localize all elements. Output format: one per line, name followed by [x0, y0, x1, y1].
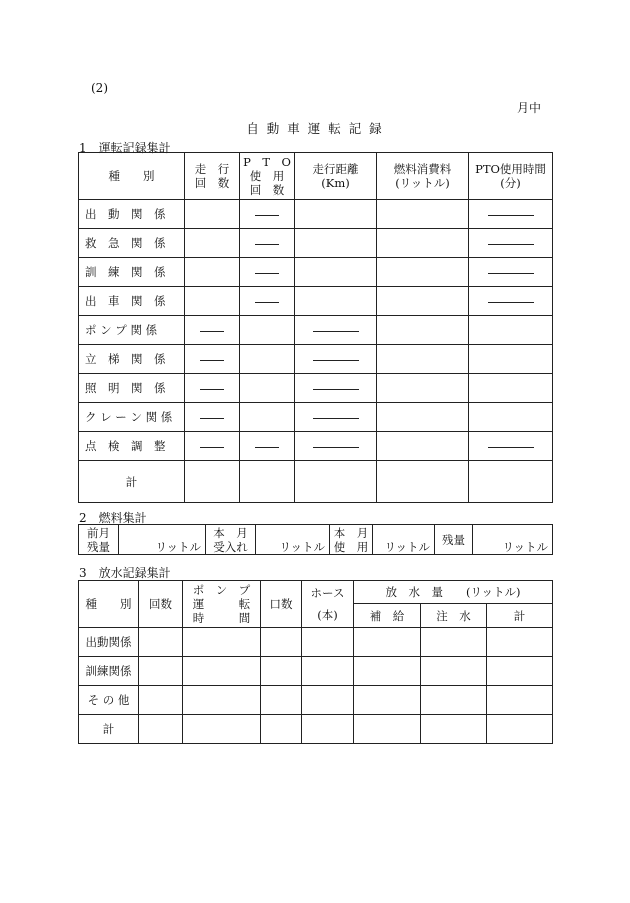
pto-count-cell[interactable] — [240, 403, 295, 432]
dash-mark — [255, 215, 279, 216]
pto-time-cell — [469, 287, 553, 316]
dash-mark — [313, 447, 359, 448]
runs-cell[interactable] — [185, 200, 240, 229]
total-label: 計 — [79, 461, 185, 503]
dash-mark — [313, 360, 359, 361]
used-l2: 使 用 — [333, 539, 369, 554]
month-suffix: 月中 — [517, 101, 542, 115]
distance-cell[interactable] — [295, 258, 377, 287]
dash-mark — [488, 273, 534, 274]
row-label: 出 動 関 係 — [79, 200, 185, 229]
header-runs — [185, 153, 240, 200]
received-l1: 本 月 — [213, 525, 248, 540]
runs-cell — [185, 316, 240, 345]
row-label: 点 検 調 整 — [79, 432, 185, 461]
row-label: 訓練関係 — [79, 657, 139, 686]
table-row — [79, 258, 553, 287]
data-cell[interactable] — [139, 657, 183, 686]
page-title: 自 動 車 運 転 記 録 — [246, 121, 384, 136]
header-pto-time — [469, 153, 553, 200]
used-l1: 本 月 — [333, 525, 369, 540]
row-label: そ の 他 — [79, 686, 139, 715]
remaining-value[interactable] — [473, 525, 553, 555]
fuel-cell[interactable] — [377, 200, 469, 229]
pto-count-cell[interactable] — [240, 374, 295, 403]
header-inject: 注 水 — [421, 604, 487, 628]
table-row — [79, 287, 553, 316]
row-label: ポ ン プ 関 係 — [79, 316, 185, 345]
header-pto-time-l1: PTO使用時間 — [475, 162, 546, 176]
unit-label: リットル — [279, 540, 325, 554]
table-row — [79, 686, 553, 715]
table-row — [79, 229, 553, 258]
row-label: 照 明 関 係 — [79, 374, 185, 403]
header-type: 種 別 — [79, 153, 185, 200]
header-fuel-l2: (リットル) — [395, 176, 450, 190]
runs-cell — [185, 345, 240, 374]
total-row — [79, 461, 553, 503]
row-label: 計 — [79, 715, 139, 744]
header-pump-l2: 運 転 — [192, 597, 251, 611]
header-count: 回数 — [139, 581, 183, 628]
data-cell[interactable] — [302, 686, 354, 715]
pto-time-cell[interactable] — [469, 403, 553, 432]
data-cell[interactable] — [487, 715, 553, 744]
pto-count-cell — [240, 432, 295, 461]
table-row — [79, 374, 553, 403]
pto-time-cell — [469, 258, 553, 287]
dash-mark — [255, 273, 279, 274]
header-fuel — [377, 153, 469, 200]
row-label: 救 急 関 係 — [79, 229, 185, 258]
dash-mark — [200, 331, 224, 332]
runs-cell — [185, 432, 240, 461]
pto-time-total-cell[interactable] — [469, 461, 553, 503]
header-pto-l2: 使 用 — [249, 169, 285, 183]
section1-heading: 1 運転記録集計 — [79, 141, 171, 155]
header-runs-l2: 回 数 — [194, 176, 230, 190]
dash-mark — [313, 389, 359, 390]
header-supply: 補 給 — [354, 604, 421, 628]
data-cell[interactable] — [183, 715, 261, 744]
header-pump-time — [183, 581, 261, 628]
fuel-cell[interactable] — [377, 258, 469, 287]
data-cell[interactable] — [487, 657, 553, 686]
runs-cell[interactable] — [185, 287, 240, 316]
driving-record-table — [78, 152, 553, 503]
runs-cell[interactable] — [185, 258, 240, 287]
data-cell[interactable] — [302, 628, 354, 657]
pto-count-cell[interactable] — [240, 316, 295, 345]
runs-total-cell[interactable] — [185, 461, 240, 503]
pto-time-cell — [469, 200, 553, 229]
received-label — [206, 525, 256, 555]
header-hose-l2: (本) — [317, 608, 338, 622]
header-pto-l3: 回 数 — [249, 183, 285, 197]
data-cell[interactable] — [354, 715, 421, 744]
pto-time-cell[interactable] — [469, 345, 553, 374]
unit-label: リットル — [384, 540, 430, 554]
fuel-cell[interactable] — [377, 229, 469, 258]
prev-month-label — [79, 525, 119, 555]
header-mouths: 口数 — [261, 581, 302, 628]
dash-mark — [488, 447, 534, 448]
fuel-cell[interactable] — [377, 287, 469, 316]
header-hose-l1: ホース — [310, 586, 345, 600]
pto-count-cell — [240, 200, 295, 229]
fuel-cell[interactable] — [377, 432, 469, 461]
dash-mark — [255, 244, 279, 245]
table-row — [79, 628, 553, 657]
data-cell[interactable] — [139, 715, 183, 744]
distance-cell[interactable] — [295, 287, 377, 316]
data-cell[interactable] — [354, 657, 421, 686]
table-row — [79, 432, 553, 461]
header-pto-l1: P T O — [243, 155, 291, 169]
pto-count-cell — [240, 229, 295, 258]
row-label: 出動関係 — [79, 628, 139, 657]
pto-count-total-cell[interactable] — [240, 461, 295, 503]
table-row — [79, 403, 553, 432]
data-cell[interactable] — [302, 657, 354, 686]
distance-cell[interactable] — [295, 229, 377, 258]
received-l2: 受入れ — [213, 539, 248, 554]
distance-cell — [295, 345, 377, 374]
data-cell[interactable] — [421, 628, 487, 657]
data-cell[interactable] — [183, 628, 261, 657]
data-cell[interactable] — [487, 686, 553, 715]
distance-cell — [295, 403, 377, 432]
pto-time-cell[interactable] — [469, 316, 553, 345]
header-pump-l3: 時 間 — [192, 611, 251, 625]
dash-mark — [313, 418, 359, 419]
data-cell[interactable] — [421, 686, 487, 715]
distance-cell — [295, 432, 377, 461]
table-row — [79, 316, 553, 345]
table-row — [79, 715, 553, 744]
runs-cell — [185, 374, 240, 403]
dash-mark — [200, 447, 224, 448]
distance-cell — [295, 316, 377, 345]
row-label: 訓 練 関 係 — [79, 258, 185, 287]
data-cell[interactable] — [354, 628, 421, 657]
dash-mark — [255, 302, 279, 303]
distance-cell — [295, 374, 377, 403]
fuel-cell[interactable] — [377, 374, 469, 403]
dash-mark — [200, 360, 224, 361]
dash-mark — [200, 389, 224, 390]
data-cell[interactable] — [139, 686, 183, 715]
data-cell[interactable] — [354, 686, 421, 715]
dash-mark — [488, 244, 534, 245]
dash-mark — [488, 302, 534, 303]
header-total: 計 — [487, 604, 553, 628]
table-row — [79, 200, 553, 229]
fuel-summary-table — [78, 524, 553, 555]
fuel-total-cell[interactable] — [377, 461, 469, 503]
pto-time-cell — [469, 229, 553, 258]
unit-label: リットル — [155, 540, 201, 554]
header-pump-l1: ポ ン プ — [192, 583, 251, 597]
data-cell[interactable] — [261, 686, 302, 715]
remaining-label: 残量 — [435, 525, 473, 555]
runs-cell — [185, 403, 240, 432]
fuel-cell[interactable] — [377, 345, 469, 374]
prev-month-value[interactable] — [119, 525, 206, 555]
data-cell[interactable] — [302, 715, 354, 744]
header-distance-l2: (Km) — [321, 176, 350, 190]
header-distance-l1: 走行距離 — [312, 162, 359, 176]
header-type: 種 別 — [79, 581, 139, 628]
data-cell[interactable] — [139, 628, 183, 657]
data-cell[interactable] — [487, 628, 553, 657]
data-cell[interactable] — [261, 715, 302, 744]
pto-time-cell — [469, 432, 553, 461]
distance-total-cell[interactable] — [295, 461, 377, 503]
dash-mark — [255, 447, 279, 448]
section2-heading: 2 燃料集計 — [79, 511, 147, 525]
pto-count-cell — [240, 258, 295, 287]
header-pto — [240, 153, 295, 200]
data-cell[interactable] — [261, 628, 302, 657]
header-fuel-l1: 燃料消費料 — [393, 162, 452, 176]
fuel-cell[interactable] — [377, 403, 469, 432]
unit-label: リットル — [502, 540, 548, 554]
header-pto-time-l2: (分) — [500, 176, 521, 190]
prev-l2: 残量 — [87, 539, 110, 554]
dash-mark — [200, 418, 224, 419]
runs-cell[interactable] — [185, 229, 240, 258]
pto-count-cell — [240, 287, 295, 316]
distance-cell[interactable] — [295, 200, 377, 229]
data-cell[interactable] — [183, 657, 261, 686]
pto-count-cell[interactable] — [240, 345, 295, 374]
data-cell[interactable] — [261, 657, 302, 686]
prev-l1: 前月 — [87, 525, 110, 540]
header-discharge: 放 水 量 (リットル) — [354, 581, 553, 604]
page-number: (2) — [91, 81, 108, 95]
row-label: ク レ ー ン 関 係 — [79, 403, 185, 432]
used-label — [330, 525, 373, 555]
header-hose — [302, 581, 354, 628]
used-value[interactable] — [373, 525, 435, 555]
header-distance — [295, 153, 377, 200]
section3-heading: 3 放水記録集計 — [79, 566, 171, 580]
row-label: 出 車 関 係 — [79, 287, 185, 316]
fuel-cell[interactable] — [377, 316, 469, 345]
dash-mark — [313, 331, 359, 332]
header-runs-l1: 走 行 — [194, 162, 230, 176]
data-cell[interactable] — [421, 657, 487, 686]
table-row — [79, 657, 553, 686]
water-discharge-table — [78, 580, 553, 744]
table-row — [79, 345, 553, 374]
pto-time-cell[interactable] — [469, 374, 553, 403]
data-cell[interactable] — [183, 686, 261, 715]
dash-mark — [488, 215, 534, 216]
received-value[interactable] — [256, 525, 330, 555]
data-cell[interactable] — [421, 715, 487, 744]
row-label: 立 梯 関 係 — [79, 345, 185, 374]
